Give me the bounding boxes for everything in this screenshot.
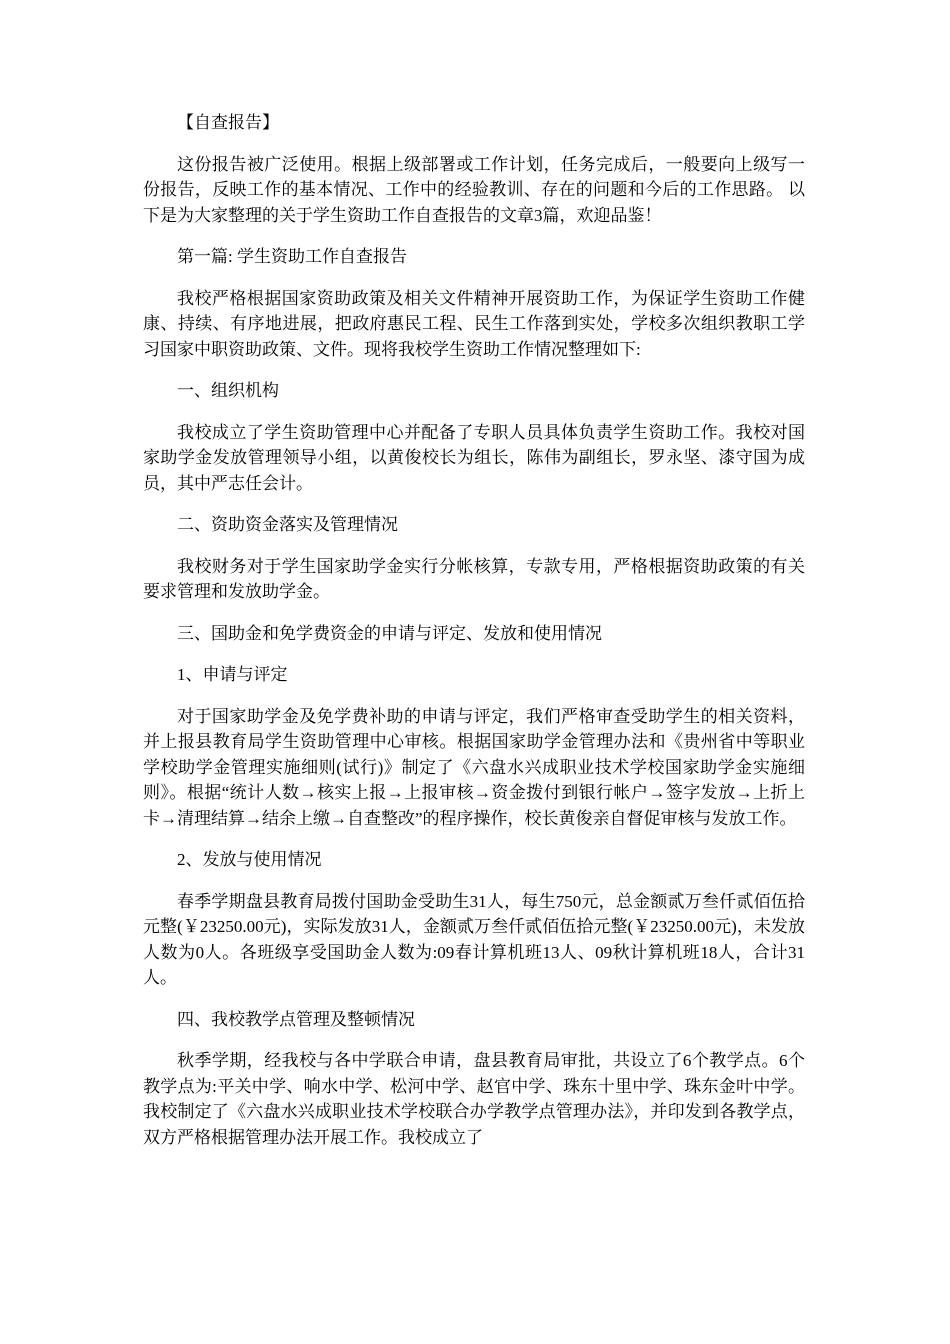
subsection-heading-distribution: 2、发放与使用情况: [177, 850, 322, 869]
section-heading-organization: 一、组织机构: [177, 381, 279, 400]
subsection-body-distribution: 春季学期盘县教育局拨付国助金受助生31人，每生750元，总金额贰万叁仟贰佰伍拾元整(￥23250.00元)，实际发放31人，金额贰万叁仟贰佰伍拾元整(￥23250.00元)，未发放人数为0人。各班级享受国助金人数为:09春计算机班13人、09秋计算机班18人，合计31人。: [143, 891, 805, 987]
section-body-organization: 我校成立了学生资助管理中心并配备了专职人员具体负责学生资助工作。我校对国家助学金发放管理领导小组，以黄俊校长为组长，陈伟为副组长，罗永坚、漆守国为成员，其中严志任会计。: [143, 422, 805, 493]
section-body-teaching-points: 秋季学期，经我校与各中学联合申请，盘县教育局审批，共设立了6个教学点。6个教学点为:平关中学、响水中学、松河中学、赵官中学、珠东十里中学、珠东金叶中学。我校制定了《六盘水兴成职业技术学校联合办学教学点管理办法》，并印发到各教学点，双方严格根据管理办法开展工作。我校成立了: [143, 1051, 805, 1147]
section-body-funds: 我校财务对于学生国家助学金实行分帐核算，专款专用，严格根据资助政策的有关要求管理和发放助学金。: [143, 556, 805, 601]
subsection-heading-review: 1、申请与评定: [177, 665, 288, 684]
section-heading-funds: 二、资助资金落实及管理情况: [177, 515, 398, 534]
opening-paragraph: 我校严格根据国家资助政策及相关文件精神开展资助工作，为保证学生资助工作健康、持续、有序地进展，把政府惠民工程、民生工作落到实处，学校多次组织教职工学习国家中职资助政策、文件。现将我校学生资助工作情况整理如下:: [143, 288, 805, 359]
section-heading-application: 三、国助金和免学费资金的申请与评定、发放和使用情况: [177, 623, 602, 643]
report-title: 【自查报告】: [177, 113, 279, 132]
intro-paragraph: 这份报告被广泛使用。根据上级部署或工作计划，任务完成后，一般要向上级写一份报告，反映工作的基本情况、工作中的经验教训、存在的问题和今后的工作思路。 以下是为大家整理的关于学生资助工作自查报告的文章3篇，欢迎品鉴！: [143, 154, 805, 225]
document-page: [143, 110, 805, 1166]
article-title: 第一篇: 学生资助工作自查报告: [177, 247, 407, 266]
section-heading-teaching-points: 四、我校教学点管理及整顿情况: [177, 1009, 415, 1029]
subsection-body-review: 对于国家助学金及免学费补助的申请与评定，我们严格审查受助学生的相关资料，并上报县教育局学生资助管理中心审核。根据国家助学金管理办法和《贵州省中等职业学校助学金管理实施细则(试行)》制定了《六盘水兴成职业技术学校国家助学金实施细则》。根据“统计人数→核实上报→上报审核→资金拨付到银行帐户→签字发放→上折上卡→清理结算→结余上缴→自查整改”的程序操作，校长黄俊亲自督促审核与发放工作。: [143, 706, 805, 828]
